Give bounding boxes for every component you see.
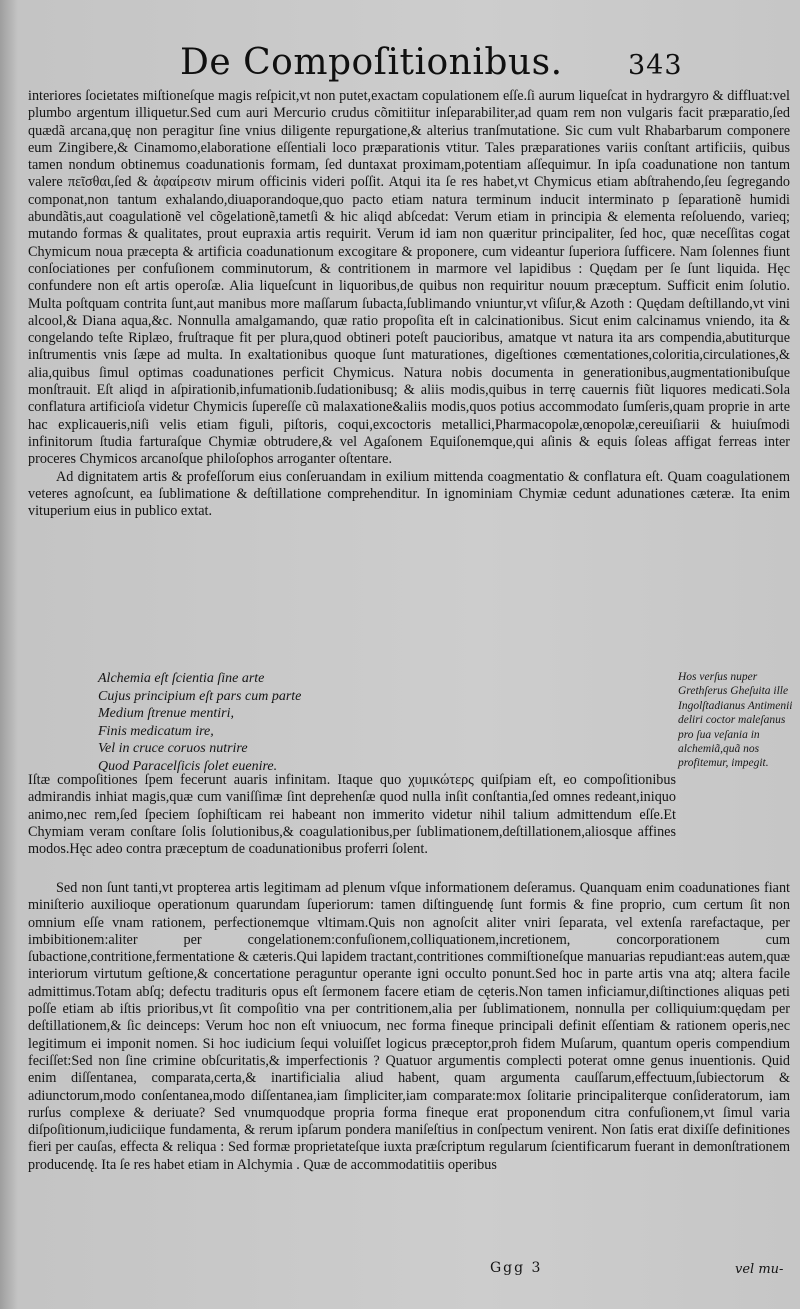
main-text-top: [28, 88, 790, 520]
signature-mark: Ggg 3: [490, 1260, 543, 1276]
paragraph-4: Sed non ſunt tanti,vt propterea artis legitimam ad plenum vſque informationem deſeramus. Quanquam enim coadunationes fiant miniſterio auxilioque operationum quarundam ſuperiorum: tamen diſtinguendę ſunt formis & fine proprio, cum certum ſit non omnium eſſe vnam rationem, perfectionemque vltimam.Quis non agnoſcit aliter vniri ſeparata, vel extenſa rarefactaque, per imbibitionem:aliter per congelationem:confuſionem,colliquationem,incretionem, concorporationem cum ſubactione,contritione,fermentatione & cæteris.Qui lapidem tractant,contritiones commiſtioneſque manuarias repudiant:eas autem,quæ interiorum virtutum geſtione,& concertatione peraguntur operante igni occulto ponunt.Sed hoc in parte artis vna atq; altera facile admittimus.Totam abſq; defectu tradituris opus eſt ſermonem facere etiam de cęteris.Non tamen inficiamur,diſtinctiones aliquas peti poſſe etiam ab iſtis prioribus,vt ſit compoſitio vna per contritionem,alia per ſublimationem, nonnulla per colliquium:quędam per deſtillationem,& ſic deinceps: Verum hoc non eſt vniuocum, nec forma fineque principali definit eſſentiam & rationem operis,nec legitimum ei imponit nomen. Si hoc iudicium ſequi voluiſſet logicus præceptor,proh fidem Muſarum, quantum operis compendium feciſſet:Sed non ſine crimine obſcuritatis,& imperfectionis ? Quatuor argumentis complecti poterat omne genus inuentionis. Quid enim diſſentanea, comparata,certa,& inartificialia aliud habent, quam argumenta cauſſarum,effectuum,ſubiectorum & adiunctorum,modo conſentanea,modo diſſentanea,iam ſimpliciter,iam comparate:mox ſolitarie principaliterque conſideratorum, iam rurſus complexe & deriuate? Sed vnumquodque propria forma fineque erat proponendum citra confuſionem,vt ſimul varia diſpoſitionum,iudiciique fundamenta, & rerum ipſarum pondera maniſeſtius in conſpectum venirent. Non ſatis erat dixiſſe definitiones fieri per cauſas, effecta & reliqua : Sed formæ proprietateſque iuxta præſcriptum regularum ſcientificarum fuerant in demonſtrationem producendę. Ita ſe res habet etiam in Alchymia . Quæ de accommodatitiis operibus: [28, 880, 790, 1173]
page-number: 343: [628, 50, 683, 81]
verse-block: [98, 670, 498, 775]
paragraph-2: Ad dignitatem artis & profeſſorum eius conſeruandam in exilium mittenda coagmentatio & conflatura eſt. Quam coagulationem veteres agnoſcunt, ea ſublimatione & deſtillatione comprehenditur. In ignominiam Chymiæ cedunt adunationes cæteræ. Ita enim vituperium eius in publico extat.: [28, 468, 790, 520]
catchword: vel mu-: [735, 1262, 784, 1277]
verse-line: Cujus principium eſt pars cum parte: [98, 688, 302, 704]
verse-line: Quod Paracelſicis ſolet euenire.: [98, 758, 278, 774]
marginal-note: Hos verſus nuper Grethſerus Gheſuita ille Ingolſtadianus Antimenii deliri coctor maleſanus pro ſua veſania in alchemiã,quã nos profitemur, impegit.: [678, 671, 793, 770]
page-header: [0, 42, 800, 88]
paragraph-3: Iſtæ compoſitiones ſpem fecerunt auaris infinitam. Itaque quo χυμικώτερς quiſpiam eſt, eo compoſitionibus admirandis inhiat magis,quæ cum vaniſſimæ ſint deprehenſæ quod nulla inſit conſtantia,ſed omnes redeant,iniquo animo,nec rem,ſed ſpeciem ſophiſticam rei habeant non immerito videtur nihil talium admittendum eſſe.Et Chymiam veram conſtare ſolis ſolutionibus,& coagulationibus,per ſublimationem,deſtillationem,aliosque affines modos.Hęc adeo contra præceptum de coadunationibus proferri ſolent.: [28, 772, 676, 858]
verse-line: Medium ſtrenue mentiri,: [98, 706, 234, 721]
verse-line: Vel in cruce coruos nutrire: [98, 741, 248, 756]
verse-line: Alchemia eſt ſcientia ſine arte: [98, 671, 265, 686]
paragraph-1: interiores ſocietates miſtioneſque magis reſpicit,vt non putet,exactam copulationem eſſe.ſi aurum liqueſcat in hydrargyro & diffluat:vel plumbo argentum illiquetur.Sed cum auri Mercurio crudus cõmitiitur inſeparabiliter,ad quam rem non vulgaris facit præparatio,ſed quædã arcana,quę non peragitur ſine vnius diligente repurgatione,& alterius tranſmutatione. Sic cum vult Rhabarbarum componere eum Zingibere,& Cinamomo,elaboratione eſſentiali loco præparationis vtitur. Tales præparationes variis conſtant artificiis, quibus tamen nondum obtinemus coadunationis formam, ſed duntaxat proximam,potentiam aſſequimur. In ipſa coadunatione non tantum valere πεῖσθαι,ſed & ἀφαίρεσιν mirum officinis videri poſſit. Atqui ita ſe res habet,vt Chymicus etiam abſtrahendo,ſeu ſegregando componat,non tantum exhalando,diuaporandoque,quo pacto etiam natura terminum inducit interminato p ſeparationẽ humidi abundãtis,aut coagulationẽ vel cõgelationẽ,tametſi & hic aliqd abſcedat: Verum etiam in principia & elementa reſoluendo, varieq; mutando formas & qualitates, prout eupraxia artis requirit. Verum id iam non quæritur principaliter, ſed hoc, quæ neceſſitas cogat Chymicum noua præcepta & artificia coadunationum excogitare & proponere, cum videantur ſuperiora ſufficere. Nam ſolennes fiunt conſociationes per confuſionem comminutorum, & contritionem in marmore vel lapidibus : Quędam per ſe ſunt liquida. Hęc confundere non eſt artis operoſæ. Alia liqueſcunt in liquoribus,de quibus non requiritur nouum præceptum. Sufficit enim ſolutio. Multa poſtquam contrita ſunt,aut manibus more maſſarum ſubacta,ſublimando vniuntur,vt vſiſur,& Azoth : Quędam deſtillando,vt vini alcool,& Diana aqua,&c. Nonnulla amalgamando, quæ ratio propoſita eſt in calcinationibus. Sicut enim calcinamus vniendo, ita & congelando teſte Riplæo, fruſtraque fit per plura,quod obtineri poteſt paucioribus, amatque vt natura ita ars compendia,abutiturque inſtrumentis vnis ſæpe ad multa. In exaltationibus quoque ſunt maturationes, digeſtiones cœmentationes,coloritia,circulationes,& alia,quibus ſimul optimas coadunationes perficit Chymicus. Natura nobis documenta in generationibus,augmentationibuſque monſtrauit. Eſt aliqd in aſpirationib,infumationib.ſudationibusq; & aliis modis,quibus in terrę cauernis fiũt liquores medicati.Sola conflatura artificioſa videtur Chymicis ſupereſſe cũ malaxatione&aliis modis,quos potius accommodato ſumſeris,quam proprie in arte hac explicaueris,niſi velis etiam figuli, piſtoris, coqui,excoctoris metallici,Pharmacopolæ,œnopolæ,cereuiſiarii & huiuſmodi infinitorum ſtudia farturaſque Chymiæ obtrudere,& vel Agaſonem Equiſonemque,qui aſinis & equis ſoleas affigat ferreas inter proceres Chymicos arcanoſque philoſophos arroganter oſtentare.: [28, 88, 790, 468]
running-title: De Compoſitionibus.: [180, 42, 563, 83]
main-text-middle: [28, 772, 676, 858]
main-text-bottom: [28, 880, 790, 1174]
verse-line: Finis medicatum ire,: [98, 723, 214, 739]
